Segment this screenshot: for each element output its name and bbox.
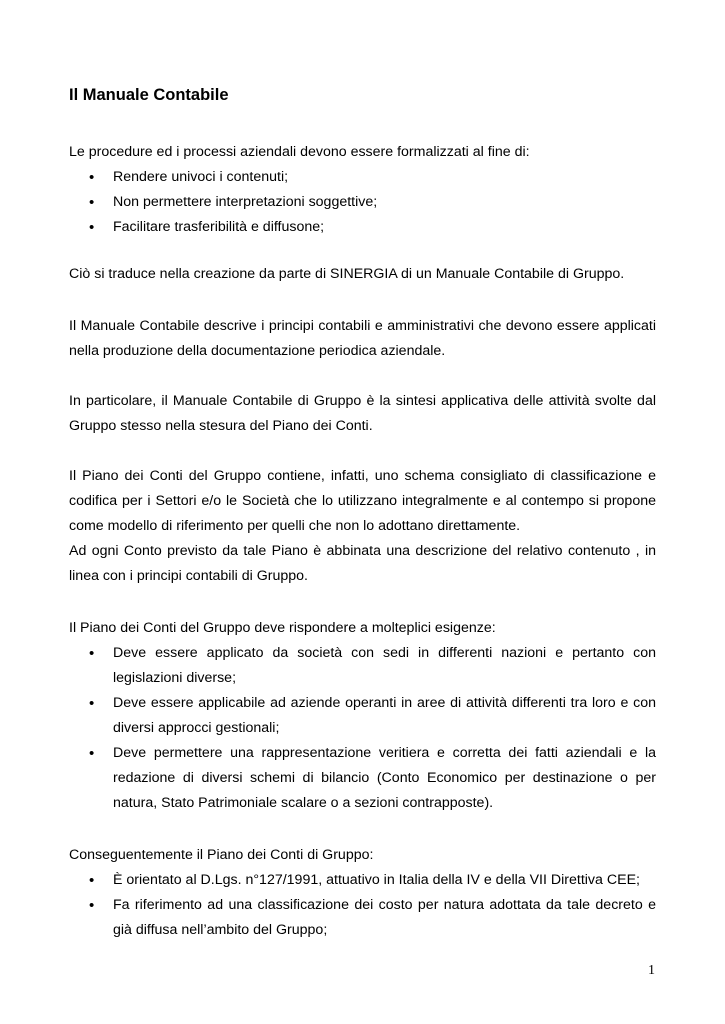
bullet-icon: •	[89, 872, 95, 889]
conseguentemente-intro: Conseguentemente il Piano dei Conti di Gruppo:	[69, 847, 374, 863]
bullet-icon: •	[89, 897, 95, 914]
page-number: 1	[648, 963, 655, 978]
intro-bullet-list	[69, 165, 656, 240]
esigenze-section	[69, 616, 656, 816]
list-item: • Deve essere applicato da società con sedi in differenti nazioni e pertanto con legislazioni diverse;	[69, 641, 656, 691]
list-item: • Fa riferimento ad una classificazione dei costo per natura adottata da tale decreto e già diffusa nell’ambito del Gruppo;	[69, 893, 656, 943]
list-item: • Rendere univoci i contenuti;	[69, 165, 656, 190]
list-item: • Facilitare trasferibilità e diffusone;	[69, 215, 656, 240]
bullet-icon: •	[89, 645, 95, 662]
esigenze-bullet-list	[69, 641, 656, 816]
descrive-section	[69, 314, 656, 364]
list-item: • Deve essere applicabile ad aziende operanti in aree di attività differenti tra loro e con diversi approcci gestionali;	[69, 691, 656, 741]
particolare-section	[69, 389, 656, 439]
intro-paragraph: Le procedure ed i processi aziendali devono essere formalizzati al fine di:	[69, 144, 530, 160]
bullet-icon: •	[89, 219, 95, 236]
piano-section	[69, 464, 656, 589]
list-item: • Deve permettere una rappresentazione veritiera e corretta dei fatti aziendali e la redazione di diversi schemi di bilancio (Conto Economico per destinazione o per natura, Stato Patrimoniale scalare o a sezioni contrapposte).	[69, 741, 656, 816]
list-item: • È orientato al D.Lgs. n°127/1991, attuativo in Italia della IV e della VII Direttiva CEE;	[69, 868, 656, 893]
sinergia-paragraph: Ciò si traduce nella creazione da parte di SINERGIA di un Manuale Contabile di Gruppo.	[69, 266, 625, 282]
bullet-icon: •	[89, 169, 95, 186]
descrive-paragraph: Il Manuale Contabile descrive i principi contabili e amministrativi che devono essere applicati nella produzione della documentazione periodica aziendale.	[69, 318, 656, 359]
piano-paragraph-1: Il Piano dei Conti del Gruppo contiene, infatti, uno schema consigliato di classificazione e codifica per i Settori e/o le Società che lo utilizzano integralmente e al contempo si propone come modello di riferimento per quelli che non lo adottano direttamente.	[69, 468, 656, 534]
piano-paragraph-2: Ad ogni Conto previsto da tale Piano è abbinata una descrizione del relativo contenuto , in linea con i principi contabili di Gruppo.	[69, 543, 656, 584]
list-item: • Non permettere interpretazioni soggettive;	[69, 190, 656, 215]
intro-section	[69, 140, 656, 240]
esigenze-intro: Il Piano dei Conti del Gruppo deve rispondere a molteplici esigenze:	[69, 620, 496, 636]
sinergia-section	[69, 262, 656, 287]
particolare-paragraph: In particolare, il Manuale Contabile di Gruppo è la sintesi applicativa delle attività svolte dal Gruppo stesso nella stesura del Piano dei Conti.	[69, 393, 656, 434]
conseguentemente-bullet-list	[69, 868, 656, 943]
bullet-icon: •	[89, 695, 95, 712]
bullet-icon: •	[89, 194, 95, 211]
bullet-icon: •	[89, 745, 95, 762]
document-title: Il Manuale Contabile	[69, 86, 229, 104]
conseguentemente-section	[69, 843, 656, 943]
